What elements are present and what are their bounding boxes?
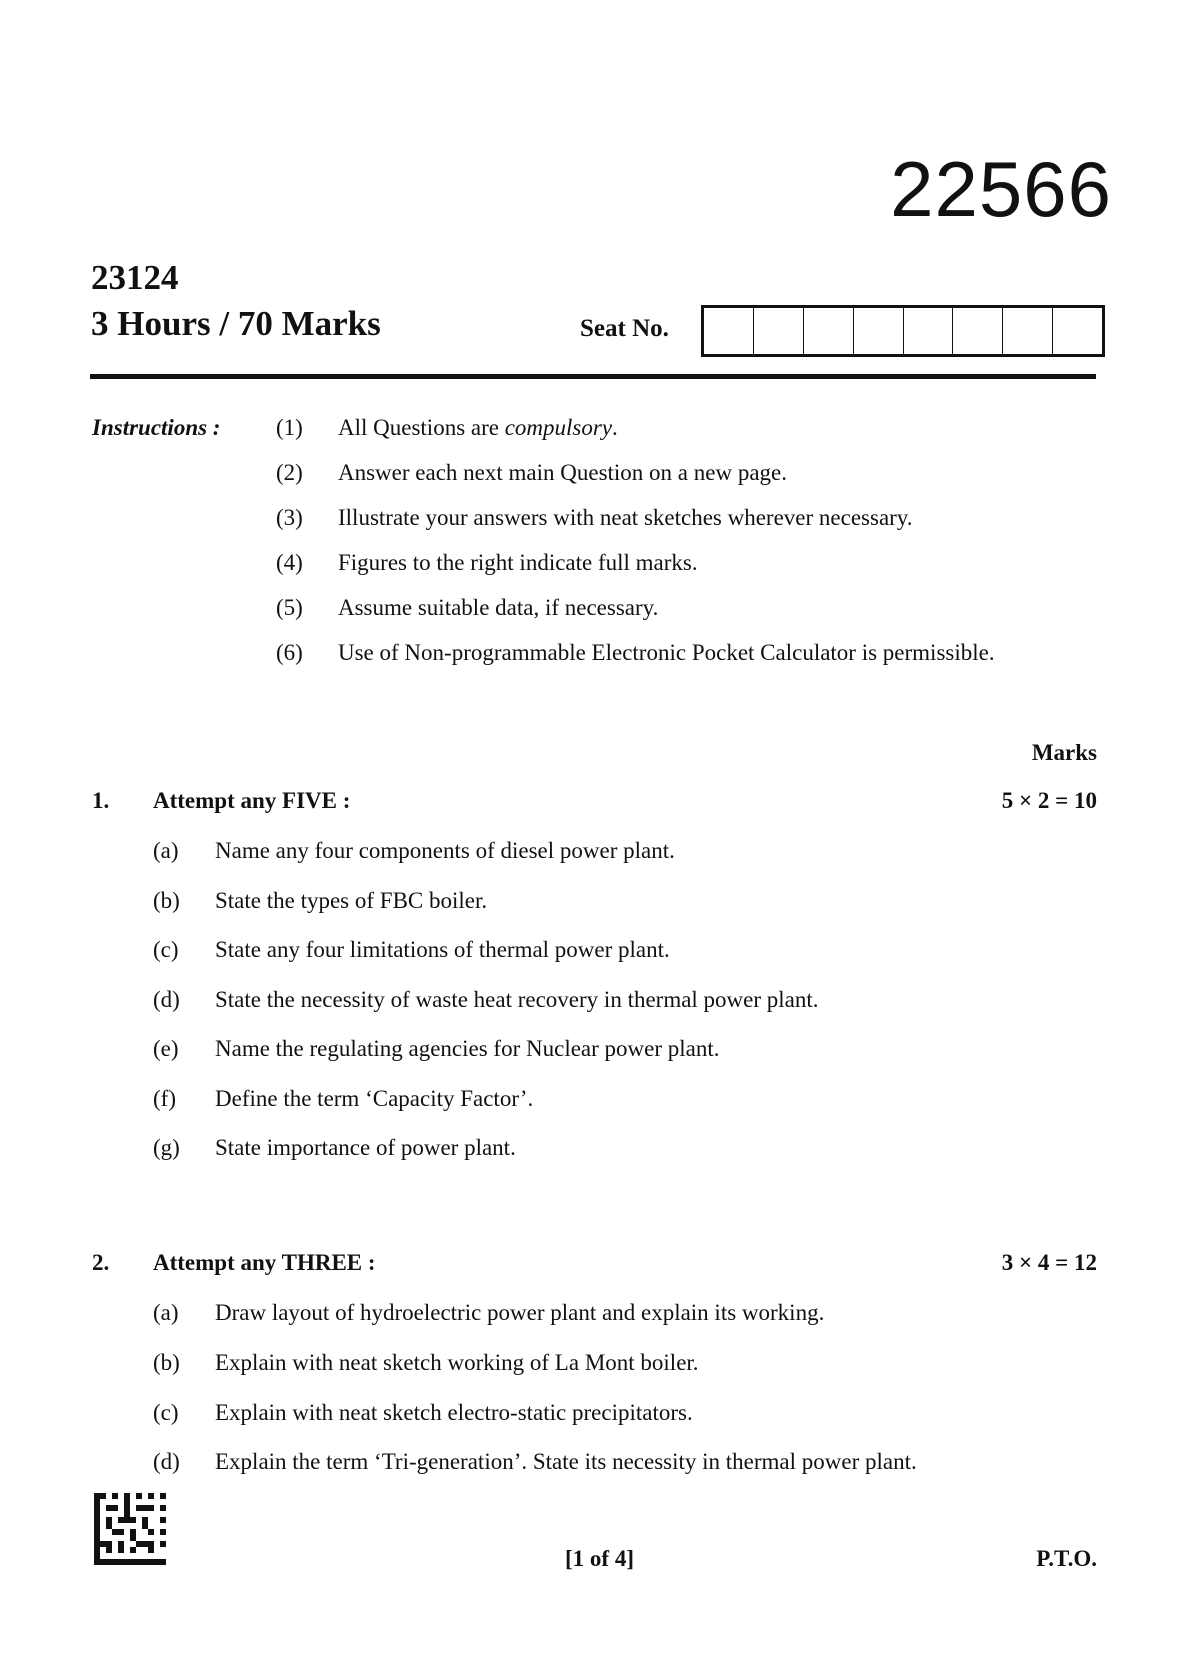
sub-question-text: Define the term ‘Capacity Factor’. — [215, 1086, 534, 1111]
seat-digit-box[interactable] — [704, 308, 754, 354]
instruction-text: All Questions are compulsory. — [338, 415, 618, 440]
seat-digit-box[interactable] — [804, 308, 854, 354]
instruction-text: Answer each next main Question on a new page. — [338, 460, 787, 485]
please-turn-over: P.T.O. — [1036, 1546, 1097, 1571]
sub-question-text: State the types of FBC boiler. — [215, 888, 488, 913]
sub-question-label: (g) — [153, 1135, 180, 1160]
question-title: Attempt any FIVE : — [153, 788, 351, 813]
header-divider — [90, 374, 1096, 379]
sub-question-label: (a) — [153, 838, 179, 863]
seat-digit-box[interactable] — [854, 308, 904, 354]
sub-question-text: Name the regulating agencies for Nuclear power plant. — [215, 1036, 720, 1061]
question-marks: 5 × 2 = 10 — [1001, 788, 1097, 813]
paper-code: 22566 — [890, 145, 1112, 233]
seat-number-label: Seat No. — [580, 315, 669, 342]
sub-question-text: State any four limitations of thermal power plant. — [215, 937, 670, 962]
instruction-number: (4) — [276, 550, 303, 575]
exam-code: 23124 — [91, 258, 179, 297]
sub-question-text: State the necessity of waste heat recovery in thermal power plant. — [215, 987, 819, 1012]
instruction-text: Figures to the right indicate full marks. — [338, 550, 698, 575]
question-number: 1. — [92, 788, 110, 813]
sub-question-label: (d) — [153, 1449, 180, 1474]
sub-question-label: (b) — [153, 888, 180, 913]
marks-column-header: Marks — [1031, 740, 1097, 765]
page-number: [1 of 4] — [565, 1546, 634, 1571]
data-matrix-code-icon — [94, 1493, 166, 1565]
seat-digit-box[interactable] — [1053, 308, 1102, 354]
sub-question-label: (f) — [153, 1086, 176, 1111]
instruction-text: Use of Non-programmable Electronic Pocket Calculator is permissible. — [338, 640, 995, 665]
seat-digit-box[interactable] — [953, 308, 1003, 354]
instruction-number: (1) — [276, 415, 303, 440]
instruction-number: (2) — [276, 460, 303, 485]
sub-question-label: (d) — [153, 987, 180, 1012]
sub-question-label: (a) — [153, 1300, 179, 1325]
question-marks: 3 × 4 = 12 — [1001, 1250, 1097, 1275]
sub-question-label: (c) — [153, 1400, 179, 1425]
sub-question-text: State importance of power plant. — [215, 1135, 516, 1160]
sub-question-text: Name any four components of diesel power plant. — [215, 838, 675, 863]
seat-digit-box[interactable] — [754, 308, 804, 354]
instructions-label: Instructions : — [92, 415, 221, 440]
instruction-number: (3) — [276, 505, 303, 530]
instruction-text: Illustrate your answers with neat sketches wherever necessary. — [338, 505, 913, 530]
sub-question-label: (e) — [153, 1036, 179, 1061]
sub-question-text: Explain with neat sketch electro-static precipitators. — [215, 1400, 693, 1425]
question-title: Attempt any THREE : — [153, 1250, 376, 1275]
instruction-number: (5) — [276, 595, 303, 620]
instruction-text: Assume suitable data, if necessary. — [338, 595, 659, 620]
duration-marks: 3 Hours / 70 Marks — [91, 304, 381, 343]
sub-question-text: Draw layout of hydroelectric power plant and explain its working. — [215, 1300, 825, 1325]
seat-number-boxes[interactable] — [701, 305, 1105, 357]
seat-digit-box[interactable] — [1003, 308, 1053, 354]
sub-question-label: (c) — [153, 937, 179, 962]
question-number: 2. — [92, 1250, 110, 1275]
sub-question-label: (b) — [153, 1350, 180, 1375]
instruction-number: (6) — [276, 640, 303, 665]
sub-question-text: Explain the term ‘Tri-generation’. State its necessity in thermal power plant. — [215, 1449, 917, 1474]
instruction-emphasis: compulsory — [504, 415, 613, 440]
sub-question-text: Explain with neat sketch working of La Mont boiler. — [215, 1350, 699, 1375]
seat-digit-box[interactable] — [904, 308, 954, 354]
